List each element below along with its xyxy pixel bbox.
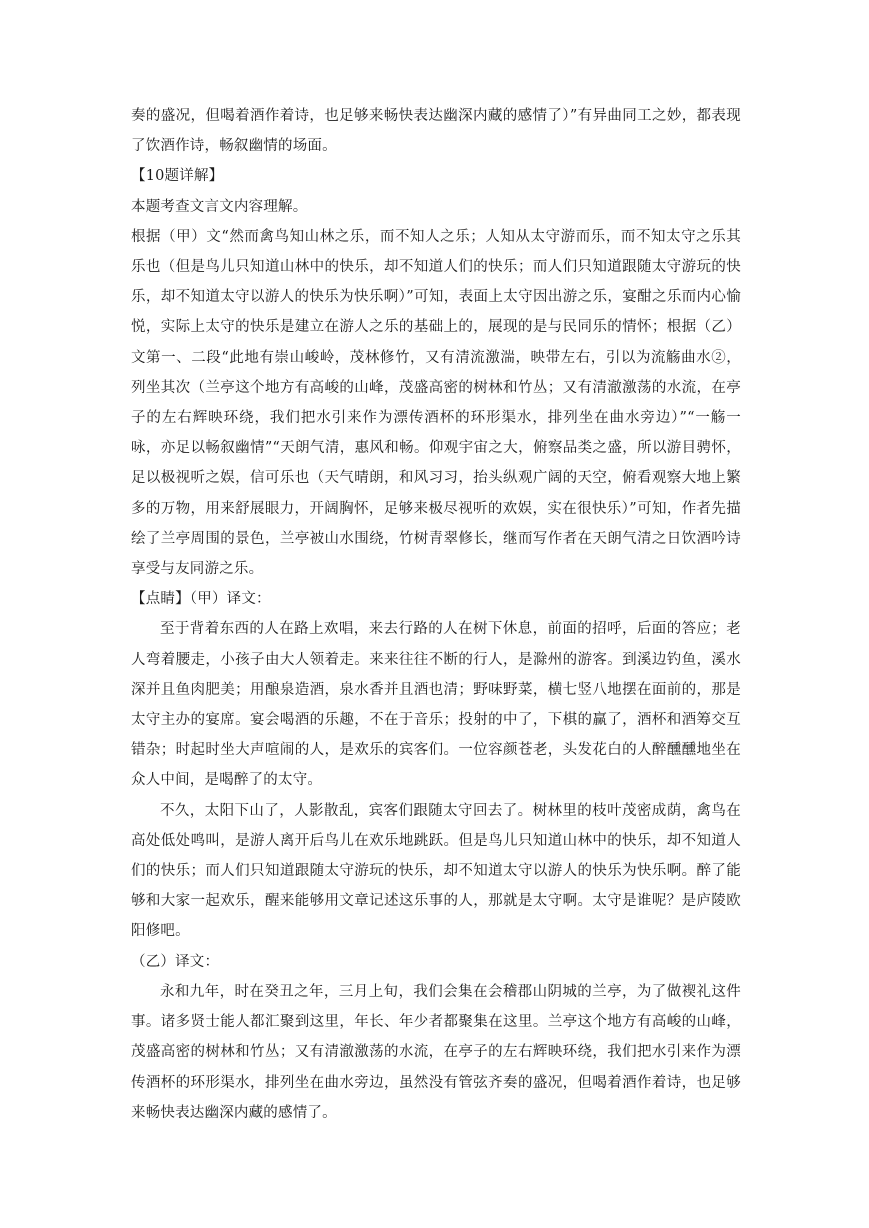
jia-translation-paragraph-2: 不久，太阳下山了，人影散乱，宾客们跟随太守回去了。树林里的枝叶茂密成荫，禽鸟在高处低处鸣叫，是游人离开后鸟儿在欢乐地跳跃。但是鸟儿只知道山林中的快乐，却不知道人们的快乐；而人们只知道跟随太守游玩的快乐，却不知道太守以游人的快乐为快乐啊。醉了能够和大家一起欢乐，醒来能够用文章记述这乐事的人，那就是太守啊。太守是谁呢？是庐陵欧阳修吧。 (131, 802, 741, 940)
q10-analysis-text: 根据（甲）文“然而禽鸟知山林之乐，而不知人之乐；人知从太守游而乐，而不知太守之乐其乐也（但是鸟儿只知道山林中的快乐，却不知道人们的快乐；而人们只知道跟随太守游玩的快乐，却不知道太守以游人的快乐为快乐啊）”可知，表面上太守因出游之乐，宴酣之乐而内心愉悦，实际上太守的快乐是建立在游人之乐的基础上的，展现的是与民同乐的情怀；根据（乙）文第一、二段“此地有崇山峻岭，茂林修竹，又有清流激湍，映带左右，引以为流觞曲水②，列坐其次（兰亭这个地方有高峻的山峰，茂盛高密的树林和竹丛；又有清澈激荡的水流，在亭子的左右辉映环绕，我们把水引来作为漂传酒杯的环形渠水，排列坐在曲水旁边）”“一觞一咏，亦足以畅叙幽情”“天朗气清，惠风和畅。仰观宇宙之大，俯察品类之盛，所以游目骋怀，足以极视听之娱，信可乐也（天气晴朗，和风习习，抬头纵观广阔的天空，俯看观察大地上繁多的万物，用来舒展眼力，开阔胸怀，足够来极尽视听的欢娱，实在很快乐）”可知，作者先描绘了兰亭周围的景色，兰亭被山水围绕，竹树青翠修长，继而写作者在天朗气清之日饮酒吟诗享受与友同游之乐。 (131, 228, 741, 578)
document-body (131, 101, 741, 1128)
jia-translation-paragraph-1: 至于背着东西的人在路上欢唱，来去行路的人在树下休息，前面的招呼，后面的答应；老人弯着腰走，小孩子由大人领着走。来来往往不断的行人，是滁州的游客。到溪边钓鱼，溪水深并且鱼肉肥美；用酿泉造酒，泉水香并且酒也清；野味野菜，横七竖八地摆在面前的，那是太守主办的宴席。宴会喝酒的乐趣，不在于音乐；投射的中了，下棋的赢了，酒杯和酒筹交互错杂；时起时坐大声喧闹的人，是欢乐的宾客们。一位容颜苍老，头发花白的人醉醺醺地坐在众人中间，是喝醉了的太守。 (131, 621, 741, 789)
heading-q10-detail: 【10题详解】 (131, 168, 224, 185)
q10-intro-text: 本题考查文言文内容理解。 (131, 198, 308, 215)
dianjing-jia-translation-label: 【点睛】（甲）译文： (131, 591, 271, 608)
paragraph-continuation: 奏的盛况，但喝着酒作着诗，也足够来畅快表达幽深内藏的感情了）”有异曲同工之妙，都表现了饮酒作诗，畅叙幽情的场面。 (131, 108, 741, 155)
yi-translation-paragraph-1: 永和九年，时在癸丑之年，三月上旬，我们会集在会稽郡山阴城的兰亭，为了做褉礼这件事。诸多贤士能人都汇聚到这里，年长、年少者都聚集在这里。兰亭这个地方有高峻的山峰，茂盛高密的树林和竹丛；又有清澈激荡的水流，在亭子的左右辉映环绕，我们把水引来作为漂传酒杯的环形渠水，排列坐在曲水旁边，虽然没有管弦齐奏的盛况，但喝着酒作着诗，也足够来畅快表达幽深内藏的感情了。 (131, 983, 741, 1121)
yi-translation-label: （乙）译文： (131, 953, 220, 970)
